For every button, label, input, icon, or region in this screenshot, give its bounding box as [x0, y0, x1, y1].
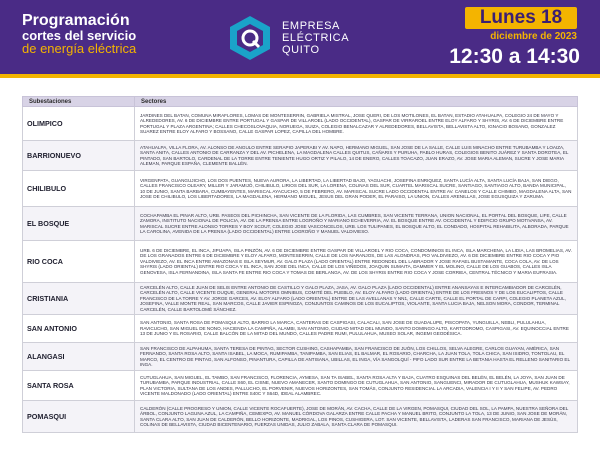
sectors-list: ATAHUALPA, VILLA FLORA, AV. ALONSO DE ANGULO ENTRE SERAPIO JAPERABI Y AV. NAPO, HERMANO MIGUEL, SAN JOSE DE LA SALLE, CALLE LUIS MINACHO ENTRE TURUBAMBA Y LOAIZA, SANTA ANITA, CALLES ANTONIO DE CARRANZA Y DEL AV. PICHELENA, LA MAGDALENA CALLES QUITUS, CAÑARIS Y PURUHA, PABLO HURAS, COLEGIOS BENITO JUÁREZ Y SANTA DOROTEA, EL PINTADO, SAN BARTOLO, CARDENAL DE LA TORRE ENTRE TENIENTE HUGO ORTIZ Y PILALO, 14 DE ENERO, CALLES TOACAZO, JUAN ERAZO, AV. JOSE MARIA ALEMAN, SUCRE Y JOSE MARIA ALEMAN, PARQUE ESPAÑA, CLEMENTE BALLÉN.: [135, 141, 578, 171]
sectors-list: COCHAPAMBA EL PINAR ALTO, URB. PASEOS DEL PICHINCHA, SAN VICENTE DE LA FLORIDA, LAS CUMBRES, SAN VICENTE TERRANA, UNION NACIONAL, EL PORTAL DEL BOSQUE, LIFE, CALLE ZAMORA, INSTITUTO NACIONAL DE POLICIA, AV. DE LA PRENSA ENTRE LOGROÑO Y MARIANO ECHEVERRIA, AV. EL BOSQUE ENTRE AV. OCCIDENTAL Y EDIFICIO GRUPO MOTIVANSA, AV. MARISCAL SUCRE ENTRE ALONSO TORRES Y BOY SCOUT, COLEGIO JOSE VASCONCELOS, URB. LOS TULIPANES, EL BOSQUE ALTO, EL CONDADO, HOSPITAL REHABILITA, ALBORADA, PARQUE LA CAROLINA, AVENIDA DE LA PRENSA (LADO OCCIDENTAL) ENTRE LOGROÑO Y MANUEL VALDIVIESO.: [135, 207, 578, 241]
company-line3: QUITO: [282, 44, 320, 56]
sectors-list: VIRGENPATA, GUANGUJICHO, LOS DOS PUENTES, NUEVA AURORA, LA LIBERTAD, LA LIBERTAD BAJO, YAGUACHI, JOSEFINA ENRIQUEZ, SANTA LUCÍA ALTA, SANTA LUCÍA BAJA, SAN DIEGO, CALLES FRANCISCO OLEARY, MILLER Y JARAMIJÓ, CHILIBULO, LIRIOS DEL SUR, LA LORENA, COLINAS DEL SUR, CUARTEL MARISCAL SUCRE, SANTIAGO, SANTIAGO ALTO, BANDA MUNICIPAL, 10 DE JUNIO, SANTA BARBARA, CUMBAYENTES, MARISCAL AYACUCHO, 5 DE FEBRERO, AV. MARISCAL SUCRE LADO OCCIDENTAL ENTRE AV. CANELOS Y CALLE CHIMBO, MAGDALENA ALTA, SAN JOSE DE CHILIBULO, LOS LIBERTADORES, LA MAGDALENA, HERMANO MIGUEL, JESUS DEL GRAN PODER, EL PARAISO, LA UNION, CALLES ARENILLAS, JOSE EGUSQUIZA Y ZARUMA.: [135, 171, 578, 207]
sectors-list: CARCELÉN ALTO, CALLE JUAN DE SELIS ENTRE ANTONIO DE CASTILLO Y GALO PLAZA, JASA, AV. GALO PLAZA (LADO OCCIDENTAL) ENTRE ANANSAYAS E INTERCAMBIADOR DE CARCELÉN, CARCELÉN ALTO, CALLE VICENTE DUQUE, GENERAL MOTORS OMNIBUS, COMITÉ DEL PUEBLO, AV. ELOY ALFARO (LADO ORIENTAL) ENTRE DE LOS FRESNOS Y DE LOS EUCALIPTOS, CALLE FRANCISCO DE LA TORRE Y AV. JORGE GARCES, AV. ELOY ALFARO (LADO ORIENTAL) ENTRE DE LAS AVELLANAS Y NN1, CALLE CARTE, CALLE EL PORTAL DE CARPI, COLEGIO PLANETA AZUL, JOSEFINA, VALLE MONTE REAL, SAN MARCOS, CALLE JAVIER ESPINOZA, CONJUNTOS CAMINOS DE LOS EUCALIPTOS, VIOLANTE, SANTA LUCIA BAJA, NELSON MORA, CONDOR, TERMINAL CARCELÉN, CALLE BARTOLOMÉ SÁNCHEZ.: [135, 283, 578, 315]
eeq-logo-icon: [226, 14, 274, 62]
table-row: [23, 207, 578, 241]
sectors-list: SAN FRANCISCO DE ALPAHUMA, SANTA TERESA DE PINTAG, SECTOR CUSHING, CASHAPAMBA, SAN FRANCISCO DE JUÓN, LOS CHILLOS, SELVA ALEGRE, CARLOS GUAYAN, AMÉRICA, SAN FERNANDO, SANTA ROSA ALTO, SANTA ISABEL, LA MOCA, RUMIPAMBA, TANIPAMBA, SAN ELIAS, EL BALMAR, EL ROSARIO, CHARCHA, LA JUAN TOLA, TOLA CHICA, SAN ISIDRO, TONTOLAU, EL MARCO, EL CENTRO DE PINTAG, SAN ALFONSO, PINANTURA, CAPILLA DE ANTISANA, UBILLAS, EL INGA, VÍA SANGOLQUÍ - PIFO LADO SUR ENTRE LA BETANIA HASTA EL RELLENO SANITARIO EL INGA.: [135, 343, 578, 371]
table-row: [23, 371, 578, 401]
sectors-list: JARDINES DEL BATAN, COMUNA MIRAFLORES, LOMAS DE MONTESERRIN, GABRIELA MISTRAL, JOSE QUERI, DE LOS MOTILONES, EL BATAN, ESTADIO ATAHUALPA, COLEGIO 24 DE MAYO Y ALREDEDORES, AV. 6 DE DICIEMBRE ENTRE PORTUGAL Y GASPAR DE VILLAROEL (LADO OCCIDENTAL), GASPAR DE VIRRAROEL ENTRE ELOY ALFARO Y SHYRIS, AV. 6 DE DICIEMBRE ENTRE PORTUGAL Y PLAZA ARGENTINA; CALLES CHECOSLOVAQUIA, NORUEGA, SUIZA, COLEGIO BENALCAZAR Y ALREDEDORES, BELLAVISTA, BELLAVISTA ALTO, IGNACIO BOSANO, GONZALEZ SUAREZ ENTRE ELOY ALFARO Y BOSSANO, CALLE GASPAR LOPEZ, CAPILLA DEL HOMBRE.: [135, 107, 578, 141]
substation-name: BARRIONUEVO: [23, 141, 135, 171]
substation-name: CRISTIANIA: [23, 283, 135, 315]
table-row: [23, 315, 578, 343]
substation-name: ALANGASI: [23, 343, 135, 371]
title-cortes: cortes del servicio: [22, 28, 137, 43]
substation-name: OLIMPICO: [23, 107, 135, 141]
table-row: [23, 107, 578, 141]
sectors-list: CALDERÓN (CALLE PROGRESO Y UNION, CALLE VICENTE ROCAFUERTE), JOSE DE MORÁN, AV. CACHA, CALLE DE LA VIRGEN, POMASQUI, CIUDAD DEL SOL, LA PAMPA, NUESTRA SEÑORA DEL ÁRBOL, CONJUNTO LAGUNA AZUL, LA CAMPIÑA, CEMEXPO, AV. MANUEL CÓRDOVA GALARZA ENTRE CALLE PACHA Y MANUEL BRITO, CONJUNTO LA TOLA, 13 DE JUNIO, SAN JOSE DE MORÁN, SANTA CLARA ALTO, SAN JUAN DE CALDERÓN, BELLO HORIZONTE, MADRIGAL, LOS PINOS, CUSHIGERA, LOT. SAN VICENTE, BELLAVISTA, LADERAS SAN FRANCISCO, MARIANA DE JESÚS, COLINAS DE BELLAVISTA, CIUDAD BICENTENARIO, FUERZAS UNIDAS, JULIO ZABALA, SANTA CLARA DE POMASQUI.: [135, 401, 578, 433]
table-header-row: [23, 97, 578, 107]
table-row: [23, 343, 578, 371]
title-programacion: Programación: [22, 12, 130, 29]
table-row: [23, 171, 578, 207]
date-label: diciembre de 2023: [490, 31, 577, 42]
time-range: 12:30 a 14:30: [449, 45, 580, 68]
sectors-list: CUTUGLAHUA, SAN MIGUEL, EL TAMBO, SAN FRANCISCO, FLORENCIA, AYMESA, SAN TA ISABEL, SANTA ROSA ALTA Y BAJA, CUATRO ESQUINAS DEL BELÉN, EL BELÉN, LA JOYA, SAN JUAN DE TURUBAMBA, PARQUE INDUSTRIAL, CALLE S60, EL CISNE, NUEVO AMANECER, SANTO DOMINGO DE CUTUGLAHUA, SAN ANTONIO, SANGUENCI, MIRADOR DE CUTUGLAHUA, MUSHUK KAWSAY, PLAN VICTORIA, SULTANA DE LOS ANDES, PALLUCHO, EL PORVENIR, NUEVOS HORIZONTES, SAN TOMÁS, CONJUNTO RESIDENCIAL LA ARCADIA, VALENCIA I Y II Y SAN FELIPE, AV. PEDRO VICENTE MALDONADO (LADO ORIENTAL) ENTRE S40C Y S64D, IDEAL ALAMBREC.: [135, 371, 578, 401]
substation-name: POMASQUI: [23, 401, 135, 433]
substation-name: SANTA ROSA: [23, 371, 135, 401]
sectors-list: SAN ANTONIO, SANTA ROSA DE POMASQUI ALTO, BARRIO LA MARCA, CANTERAS DE CASPIGASI, CALACALI, SAN JOSE DE GUADALUPE, PISCOPATA, YUNGUILLA, NEBLI, PULULAHUA, RAVICUCHO, SAN MIGUEL DE NONO, HACIENDA LA CAMPIÑA, ALAMBI, SAN ANTONIO, CIUDAD MITAD DEL MUNDO, SANTO DOMINGO ALTO, KARTODROMO, CASPIGASI, AV. EQUINOCCIAL ENTRE 13 DE JUNIO Y EL ROSARIO, CALLE BALCÓN DE LA MITAD DEL MUNDO, CALLES PADRE RUMI, PULULAHUA, MUSEO SOLAR, INGEMI GEODÉSICA.: [135, 315, 578, 343]
table-row: [23, 401, 578, 433]
substation-name: SAN ANTONIO: [23, 315, 135, 343]
table-row: [23, 141, 578, 171]
company-line1: EMPRESA: [282, 20, 340, 32]
substation-name: RIO COCA: [23, 241, 135, 283]
page-header: [0, 0, 600, 78]
col-header-subestaciones: Subestaciones: [23, 97, 135, 107]
substation-name: EL BOSQUE: [23, 207, 135, 241]
title-block: [22, 13, 136, 55]
sectors-list: URB. 6 DE DICIEMBRE, EL INCA, JIPIJAPA, ISLA PINZÓN, AV. 6 DE DICIEMBRE ENTRE GASPAR DE VILLAROEL Y RIO COCA, CONDOMINIOS EL INCA, ISLA MARCHENA, LA LIDIA, LAS BROMELIAS, AV. DE LOS GRANADOS ENTRE 6 DE DICIEMBRE Y ELOY ALFARO, MONTESERRIN, CALLE DE LOS NARANJOS, DE LAS ALONDRAS, PIO VALDIVIEZO, AV. 6 DE DICIEMBRE ENTRE RIO COCA Y PIO VALDIVIEZO, AV. EL INCA ENTRE AMAZONAS E ISLA SEYMUR, AV. GALO PLAZA (LADO ORIENTAL) ENTRE REDONDEL DEL LABRADOR Y JOSE RAFAEL BUSTAMANTE, COCA COLA, AV. DE LOS SHYRIS (LADO ORIENTAL) ENTRE RIO COCA Y EL INCA, SAN JOSE DEL INCA, CALLE DE LOS VIÑEDOS, JOAQUIN SUMAITA, DAMMER Y EL MOLINO, CALLE DE LOS GUABOS, CALLES ISLA GENOVESA, ISLA FERNANDINA, ISLA SANTA FE ENTRE RIO COCA Y TOMAS DE BERLANGA, AV. DE LOS SHYRIS ENTRE RIO COCA Y JOSE CORRIEA, CENTRAL TÉCNICO Y MARIA EUFRASIA.: [135, 241, 578, 283]
day-badge: Lunes 18: [465, 7, 577, 29]
company-name: [282, 20, 349, 56]
table-row: [23, 283, 578, 315]
title-energia: de energía eléctrica: [22, 41, 137, 56]
table-row: [23, 241, 578, 283]
substation-name: CHILIBULO: [23, 171, 135, 207]
company-line2: ELÉCTRICA: [282, 32, 350, 44]
outage-table: [22, 96, 578, 433]
col-header-sectores: Sectores: [135, 97, 578, 107]
header-stripe: [0, 74, 600, 78]
